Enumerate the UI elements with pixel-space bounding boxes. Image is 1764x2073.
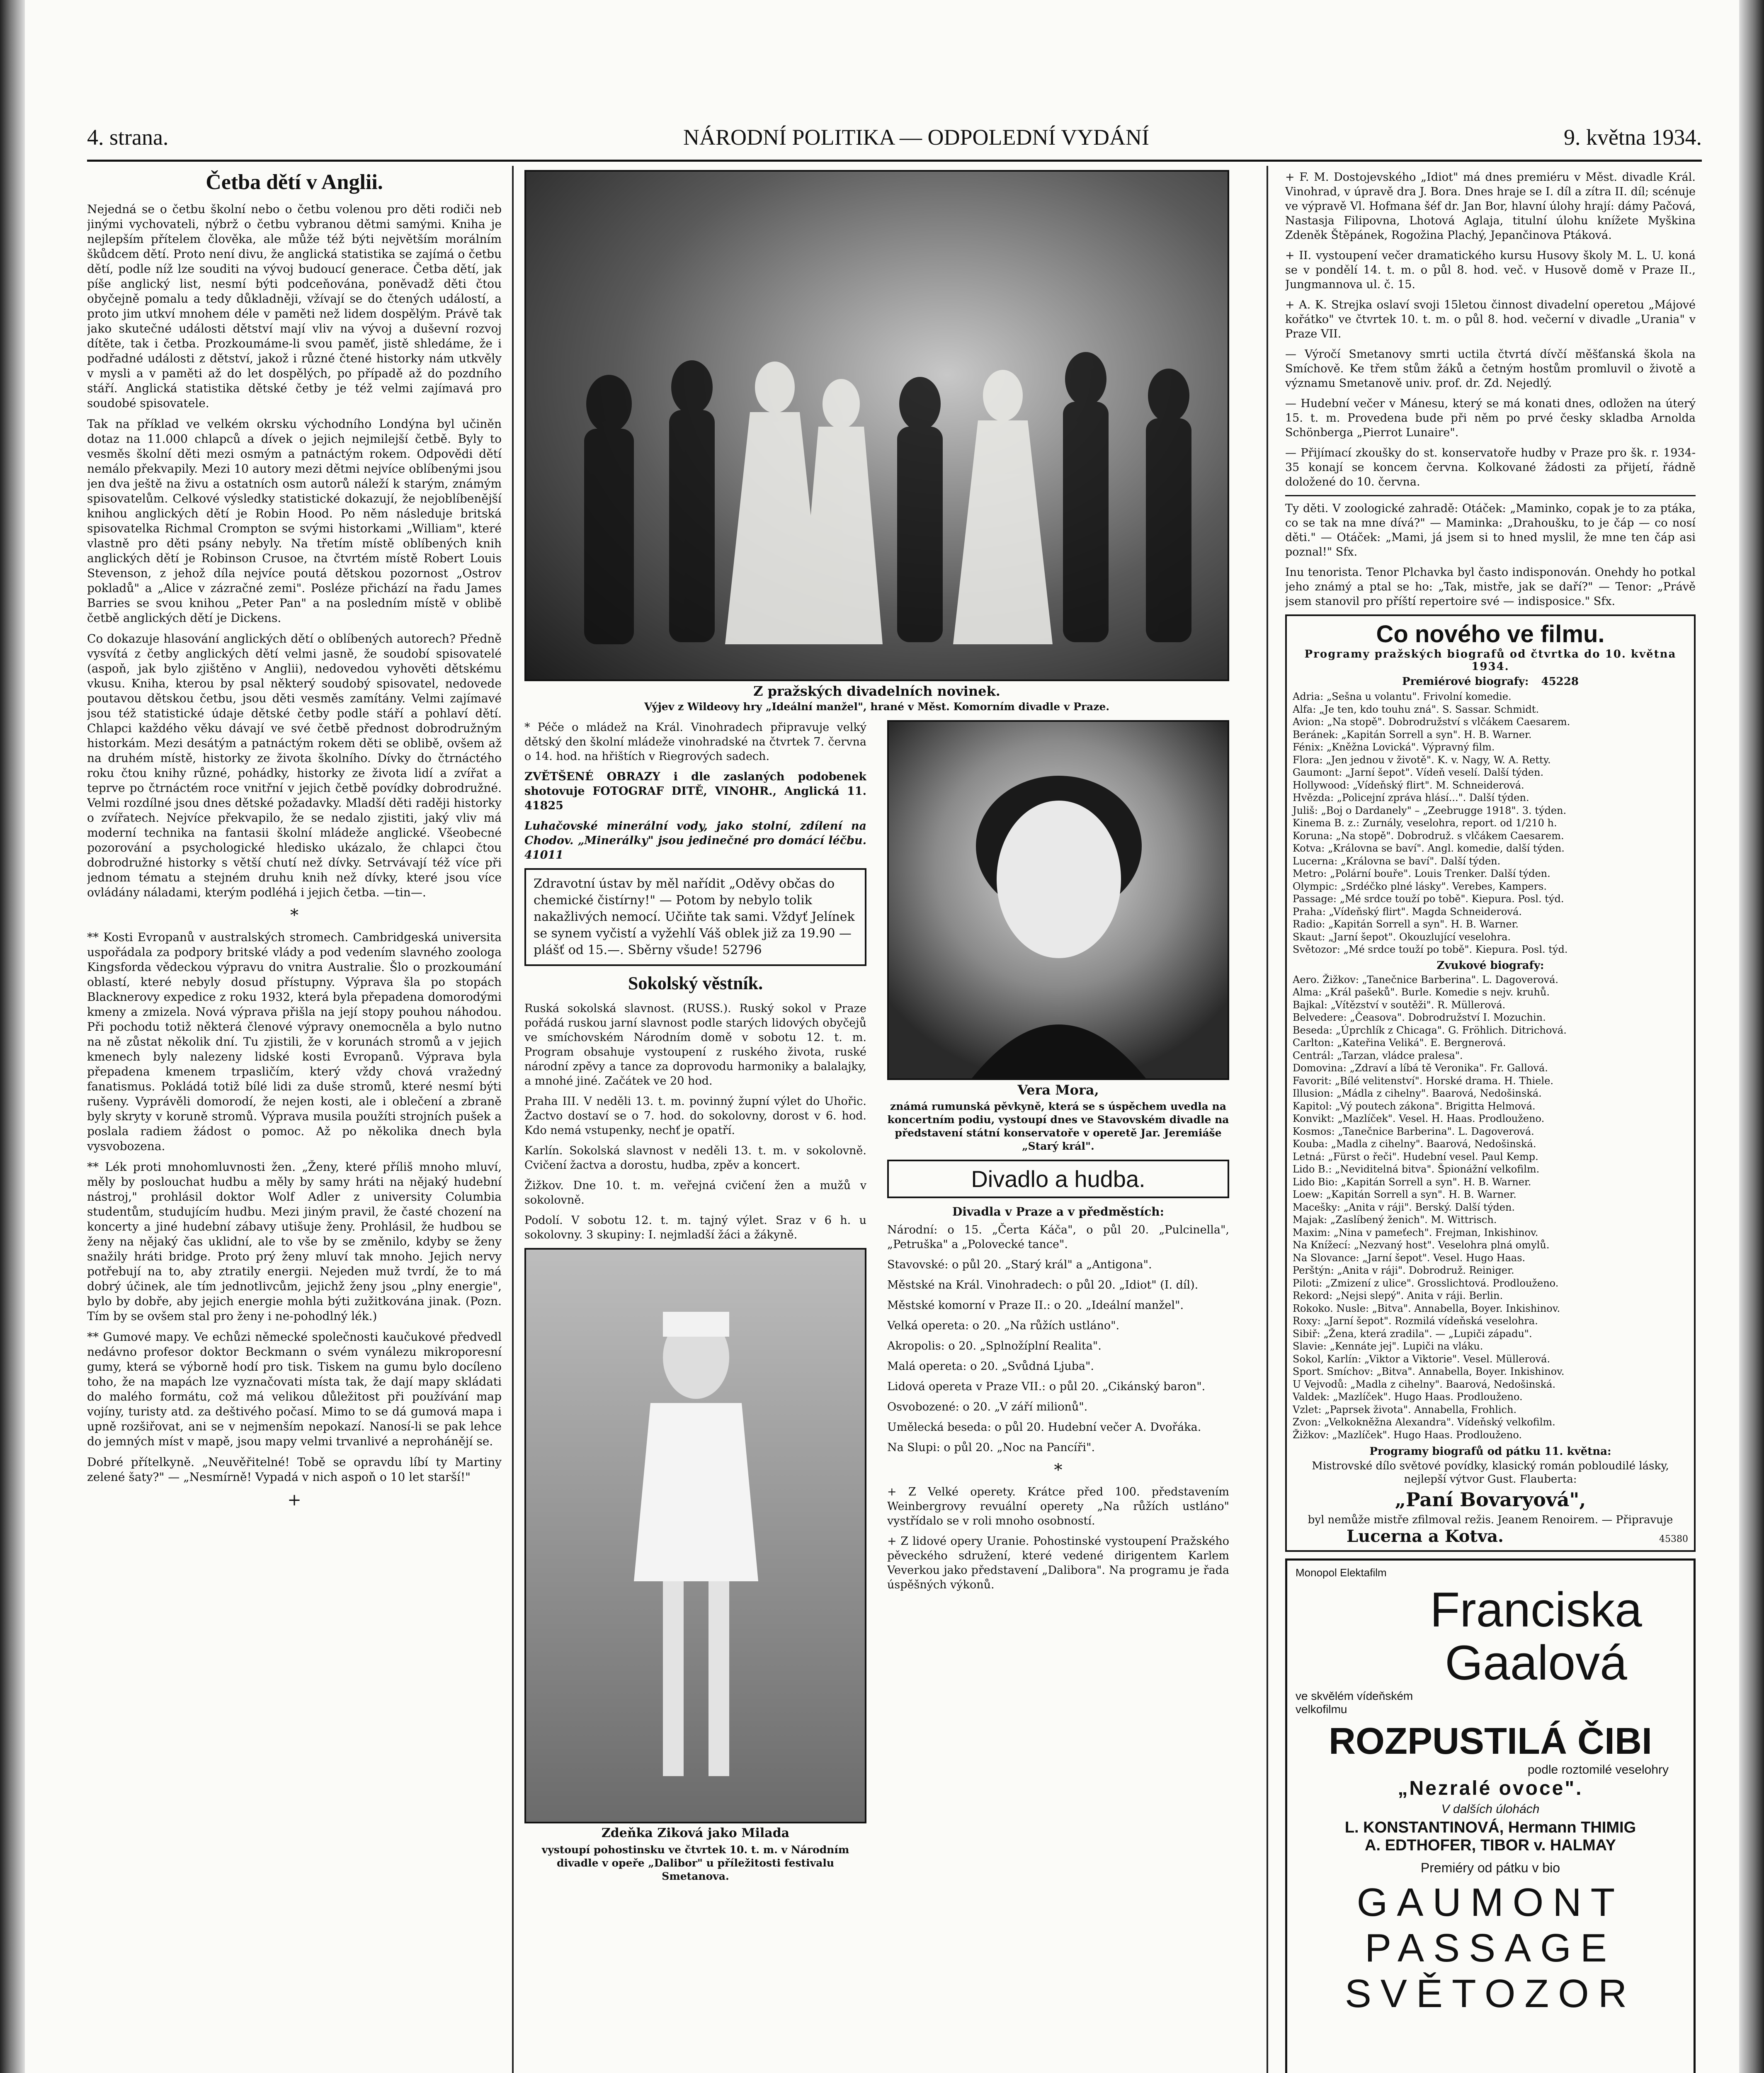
cinema-listing: Rokoko. Nusle: „Bitva". Annabella, Boyer. Inkishinov.	[1293, 1302, 1560, 1314]
cinema-listing: Bajkal: „Vítězství v soutěži". R. Müllerová.	[1293, 999, 1506, 1011]
ad-number: 45228	[1541, 675, 1579, 688]
ad-distributor: Monopol Elektafilm	[1296, 1566, 1387, 1579]
cinema-listing: Centrál: „Tarzan, vládce pralesa".	[1293, 1049, 1463, 1061]
column-divider	[512, 166, 514, 2073]
cinema-listing: Valdek: „Mazlíček". Hugo Haas. Prodlouženo.	[1293, 1391, 1523, 1403]
theatre-listing: Národní: o 15. „Čerta Káča", o půl 20. „Pulcinella", „Petruška" a „Polovecké tance".	[887, 1223, 1229, 1251]
ad-text: V dalších úlohách	[1441, 1802, 1540, 1816]
sign-off: +	[287, 1490, 301, 1510]
cinema-listing: Loew: „Kapitán Sorrell a syn". H. B. Warner.	[1293, 1189, 1517, 1200]
page-header	[87, 120, 1702, 158]
cinema-listing: Hollywood: „Vídeňský flirt". M. Schneiderová.	[1293, 779, 1524, 791]
cinema-listing: Metro: „Polární bouře". Louis Trenker. Další týden.	[1293, 868, 1550, 879]
cinema-listing: Favorit: „Bílé velitenství". Horské drama. H. Thiele.	[1293, 1075, 1554, 1087]
cinema-listing: Passage: „Mé srdce touží po tobě". Kiepura. Posl. týd.	[1293, 893, 1564, 905]
section-title: Sokolský věstník.	[628, 973, 763, 993]
cleaning-ad: Zdravotní ústav by měl nařídit „Oděvy občas do chemické čistírny!" — Potom by nebylo tolik nakažlivých nemocí. Učiňte tak sami. Vždyť Jelínek se synem vyčistí a vyžehlí Váš oblek již za 19.90 — plášť od 15.—. Sběrny všude! 52796	[524, 868, 866, 966]
separator-star: *	[290, 906, 298, 925]
ad-text: ve skvělém vídeňském velkofilmu	[1296, 1689, 1413, 1716]
article-paragraph: ** Lék proti mnohomluvnosti žen. „Ženy, které příliš mnoho mluví, měly by poslouchat hudbu a měly by samy hráti na nějaký hudební nástroj," prohlásil doktor Wolf Adler z university Columbia studentům, studujícím hudbu. Mezi jiným pravil, že časté chození na koncerty a jiné hudební zábavy utišuje ženy. Prohlásil, že hudbou se ženy na nějaký čas uklidní, ale to vše by se změnilo, kdyby se ženy snažily hráti bridge. Proto prý ženy mluví tak mnoho. Jejich nervy potřebují na to, aby ztratily energii. Nejeden muž tvrdí, že to má dobrý účinek, ale tím jednotlivcům, jejichž ženy jsou „plny energie", bylo by dobře, aby jejich energie mohla býti zužitkována jinak. (Pozn. Tím by se ovšem stal pro ženy i ne-pohodlný lék.)	[87, 1160, 502, 1323]
cinema-listing: Illusion: „Mádla z cihelny". Baarová, Nedošinská.	[1293, 1087, 1542, 1099]
joke: Inu tenorista. Tenor Plchavka byl často indisponován. Onehdy ho potkal jeho známý a ptal se ho: „Tak, mistře, jak se daří?" — Tenor: „Právě jsem stanovil pro příští repertoire své — indisposice." Sfx.	[1285, 566, 1696, 608]
cinema-listing: Roxy: „Jarní šepot". Rozmilá vídeňská veselohra.	[1293, 1315, 1538, 1327]
section-title: Co nového ve filmu.	[1376, 621, 1605, 648]
cinema-listing: Kouba: „Madla z cihelny". Baarová, Nedošinská.	[1293, 1138, 1536, 1150]
article-paragraph: Dobré přítelkyně. „Neuvěřitelné! Tobě se opravdu líbí ty Martiny zelené šaty?" — „Nesmírně! Vypadá v nich aspoň o 10 let starší!"	[87, 1455, 502, 1484]
column-left	[87, 170, 502, 2073]
cinema-listing: Alfa: „Je ten, kdo touhu zná". S. Sassar. Schmidt.	[1293, 703, 1539, 715]
cinema-listing: Kotva: „Královna se baví". Angl. komedie, další týden.	[1293, 842, 1565, 854]
header-rule	[87, 160, 1702, 162]
page-number: 4. strana.	[87, 125, 169, 150]
page-date: 9. května 1934.	[1564, 125, 1702, 150]
cinema-listing: Sibiř: „Žena, která zradila". — „Lupiči západu".	[1293, 1328, 1532, 1340]
theatre-listing: Osvobozené: o 20. „V září milionů".	[887, 1401, 1088, 1413]
article-title: Četba dětí v Anglii.	[206, 170, 383, 194]
culture-note: — Výročí Smetanovy smrti uctila čtvrtá dívčí měšťanská škola na Smíchově. Ke třem stům žáků a četným hostům promluvil o životě a významu Smetanově univ. prof. dr. Zd. Nejedlý.	[1285, 348, 1696, 390]
list-heading: Premiérové biografy:	[1402, 675, 1529, 688]
cinema-listing: Fénix: „Kněžna Lovická". Výpravný film.	[1293, 741, 1495, 753]
photo-caption-title: Zdeňka Ziková jako Milada	[601, 1826, 790, 1840]
cinema-listing: Majak: „Zaslíbený ženich". M. Wittrisch.	[1293, 1214, 1497, 1226]
cinema-listing: Kosmos: „Tanečnice Barberina". L. Dagoverová.	[1293, 1125, 1534, 1137]
column-right	[1285, 170, 1696, 2073]
cinema-listing: Olympic: „Srdéčko plné lásky". Verebes, Kampers.	[1293, 880, 1547, 892]
separator-star: *	[1054, 1461, 1063, 1480]
article-paragraph: ** Gumové mapy. Ve echůzi německé společnosti kaučukové předvedl nedávno profesor doktor Beckmann o svém vynálezu mikroporesní gumy, která se výborně hodí pro tisk. Tiskem na gumu bylo docíleno toho, že na mapách lze vyznačovati místa tak, že dají mapy skládati do malého formátu, což má velikou důležitost při používání map vojíny, turisty atd. za deštivého počasí. Mimo to se dá gumová mapa i upně rozšiřovat, ani se v nejmenším nepokazí. Nanosí-li se pak lehce do jemných míst v mapě, jsou mapy velmi trvanlivé a neprohánějí se.	[87, 1330, 502, 1448]
article-paragraph: Tak na příklad ve velkém okrsku východního Londýna byl učiněn dotaz na 11.000 chlapců a dívek o jejich nejmilejší četbě. Byly to vesměs školní děti mezi osmým a patnáctým rokem. Odpovědi dětí nemálo překvapily. Mezi 10 autory mezi dětmi nejvíce oblíbenými jsou jen dva ještě na živu a ostatních osm autorů náleží k starým, známým spisovatelům. Celkové výsledky statistické dokazují, že nejoblíbenější knihou anglických dětí je Robin Hood. Po něm následuje britská spisovatelka Richmal Crompton se svými historkami „William", které vlastně pro děti psány nebyly. Na třetím místě oblíbených knih anglických dětí je Robinson Crusoe, na čtvrtém místě Robert Louis Stevenson, z jehož díla nejvíce poutá dětskou pozornost „Ostrov pokladů" a „Alice v zázračné zemi". Posléze přichází na řadu James Barries se svou knihou „Peter Pan" a na posledním místě v oblibě četbě anglických dětí je Dickens.	[87, 417, 502, 625]
theatre-listing: Stavovské: o půl 20. „Starý král" a „Antigona".	[887, 1258, 1152, 1271]
ad-film-title: ROZPUSTILÁ ČIBI	[1329, 1721, 1652, 1762]
joke: Ty děti. V zoologické zahradě: Otáček: „Maminko, copak je to za ptáka, co se tak na mne dívá?" — Maminka: „Drahoušku, to je čáp — co nosí děti." — Otáček: „Mami, já jsem si to hned myslil, že mne ten čáp asi poznal!" Sfx.	[1285, 502, 1696, 558]
cinema-listing: Na Slovance: „Jarní šepot". Vesel. Hugo Haas.	[1293, 1252, 1526, 1264]
theatre-listing: Na Slupi: o půl 20. „Noc na Pancíři".	[887, 1441, 1095, 1454]
middle-subcolumn-right	[887, 720, 1229, 1890]
culture-note: + F. M. Dostojevského „Idiot" má dnes premiéru v Měst. divadle Král. Vinohrad, v úpravě dra J. Bora. Dnes hraje se I. díl a zítra II. díl; scénuje ve výpravě Vl. Hofmana šéf dr. Jan Bor, hlavní úlohy hrají: dámy Pačová, Nastasja Filipovna, Lhotová Aglaja, titulní úlohu knížete Myškina Zdeněk Štěpánek, Rogožina Plachý, Jepančinova Ptáková.	[1285, 171, 1696, 242]
film-promo-text: Mistrovské dílo světové povídky, klasický román pobloudilé lásky, nejlepší výtvor Gust. Flauberta:	[1312, 1460, 1669, 1486]
sokol-item: Žižkov. Dne 10. t. m. veřejná cvičení žen a mužů v sokolovně.	[524, 1179, 866, 1206]
column-middle	[524, 170, 1229, 2073]
sokol-item: Podolí. V sobotu 12. t. m. tajný výlet. Sraz v 6 h. u sokolovny. 3 skupiny: I. nejmladší žáci a žákyně.	[524, 1214, 866, 1241]
ad-cast: L. KONSTANTINOVÁ, Hermann THIMIG	[1344, 1819, 1636, 1836]
photo-caption: vystoupí pohostinsku ve čtvrtek 10. t. m. v Národním divadle v opeře „Dalibor" u příležitosti festivalu Smetanova.	[541, 1844, 849, 1882]
section-title: Divadlo a hudba.	[971, 1166, 1145, 1192]
theatre-listing: Malá opereta: o 20. „Svůdná Ljuba".	[887, 1360, 1094, 1373]
masthead: NÁRODNÍ POLITIKA — ODPOLEDNÍ VYDÁNÍ	[683, 125, 1149, 150]
sokol-item: Karlín. Sokolská slavnost v neděli 13. t. m. v sokolovně. Cvičení žactva a dorostu, hudba, zpěv a koncert.	[524, 1144, 866, 1172]
theatre-listing: Lidová opereta v Praze VII.: o půl 20. „Cikánský baron".	[887, 1380, 1206, 1393]
theatre-listing: Městské komorní v Praze II.: o 20. „Ideální manžel".	[887, 1299, 1184, 1312]
middle-subcolumn-left	[524, 720, 866, 1890]
cinema-listing: Beseda: „Úprchlík z Chicaga". G. Fröhlich. Ditrichová.	[1293, 1024, 1567, 1036]
article-paragraph: Nejedná se o četbu školní nebo o četbu volenou pro děti rodiči neb jinými vychovateli, nýbrž o četbu vybranou dětmi samými. Kniha je nejlepším přítelem člověka, ale může též býti největším morálním škůdcem dětí. Proto není divu, že anglická statistika se zajímá o četbu dětí, podle níž lze souditi na vývoj budoucí generace. Četba dětí, jak píše anglický list, nesmí býti podceňována, poněvadž děti čtou obyčejně pomalu a tedy důkladněji, vžívají se do čtených událostí, a proto jim utkví mnohem déle v paměti než lidem dospělým. Právě tak jako skutečné události dětství mají vliv na vývoj a duševní rozvoj dítěte, tak i četba. Prozkoumáme-li svou paměť, jistě shledáme, že i podřadné události z dětství, jakož i různé čtené historky nám utkvěly v mysli a v paměti až do let dospělých, po případě až do pozdního stáří. Anglická statistika dětské četby je též velmi zajímavá pro soudobé spisovatele.	[87, 202, 502, 410]
cinema-listing: Letná: „Fürst o řeči". Hudební vesel. Paul Kemp.	[1293, 1151, 1538, 1163]
cinema-listing: Piloti: „Zmizení z ulice". Grosslichtová. Prodlouženo.	[1293, 1277, 1559, 1289]
notice-ad: Luhačovské minerální vody, jako stolní, zdílení na Chodov. „Minerálky" jsou jedinečné pro domácí léčbu. 41011	[524, 820, 866, 862]
cinema-listing: Alma: „Král pašeků". Burle. Komedie s nejv. kruhů.	[1293, 986, 1550, 998]
cinema-listing: Perštýn: „Anita v ráji". Dobrodruž. Reiniger.	[1293, 1265, 1514, 1276]
scan-edge-right	[1739, 0, 1764, 2073]
cinema-listing: Domovina: „Zdraví a líbá tě Veronika". Fr. Gallová.	[1293, 1062, 1548, 1074]
ad-cinema: GAUMONT	[1356, 1880, 1624, 1925]
theatre-note: + Z Velké operety. Krátce před 100. představením Weinbergrovy revuální operety „Na růžích ustláno" vystřídalo se v roli mnoho osobností.	[887, 1486, 1229, 1527]
section-subtitle: Programy pražských biografů od čtvrtka do 10. května 1934.	[1304, 648, 1677, 673]
theatre-box-title	[887, 1160, 1229, 1198]
culture-note: — Přijímací zkoušky do st. konservatoře hudby v Praze pro šk. r. 1934-35 konají se koncem června. Kolkované žádosti za přijetí, řádně doložené do 10. června.	[1285, 447, 1696, 488]
cinema-listing: Konvikt: „Mazlíček". Vesel. H. Haas. Prodlouženo.	[1293, 1113, 1545, 1124]
cinema-listing: Beránek: „Kapitán Sorrell a syn". H. B. Warner.	[1293, 728, 1532, 740]
cinema-listing: Zvon: „Velkokněžna Alexandra". Vídeňský velkofilm.	[1293, 1416, 1555, 1428]
cinema-listing: U Vejvodů: „Madla z cihelny". Baarová, Nedošinská.	[1293, 1378, 1556, 1390]
cinema-listing: Lido Bio: „Kapitán Sorrell a syn". H. B. Warner.	[1293, 1176, 1531, 1188]
cinema-listing: Vzlet: „Paprsek života". Annabella, Frohlich.	[1293, 1403, 1517, 1415]
theatre-listing: Umělecká beseda: o půl 20. Hudební večer A. Dvořáka.	[887, 1421, 1201, 1434]
photo-caption-title: Z pražských divadelních novinek.	[753, 683, 1000, 699]
culture-note: + A. K. Strejka oslaví svoji 15letou činnost divadelní operetou „Májové kořátko" ve čtvrtek 10. t. m. o půl 8. hod. večerní v divadle „Urania" v Praze VII.	[1285, 299, 1696, 340]
culture-note: + II. vystoupení večer dramatického kursu Husovy školy M. L. U. koná se v pondělí 14. t. m. o půl 8. hod. več. v Husově domě v Praze II., Jungmannova ul. č. 15.	[1285, 249, 1696, 291]
cinema-listing: Světozor: „Mé srdce touží po tobě". Kiepura. Posl. týd.	[1293, 944, 1568, 955]
film-promo-text: byl nemůže mistře zfilmoval režis. Jeanem Renoirem. — Připravuje	[1308, 1514, 1673, 1526]
sokol-item: Ruská sokolská slavnost. (RUSS.). Ruský sokol v Praze pořádá ruskou jarní slavnost podle starých lidových obyčejů ve smíchovském Národním domě v sobotu 12. t. m. Program obsahuje vystoupení z ruského života, ruské národní zpěvy a tance za doprovodu harmoniky a balalajky, a mnohé jiné. Začátek ve 20 hod.	[524, 1002, 866, 1087]
sokol-item: Praha III. V neděli 13. t. m. povinný župní výlet do Uhořic. Žactvo dostaví se o 7. hod. do sokolovny, dorost v 6. hod. Kdo nemá vstupenky, nechť je opatří.	[524, 1095, 866, 1137]
theatre-listing: Městské na Král. Vinohradech: o půl 20. „Idiot" (I. díl).	[887, 1279, 1199, 1291]
ad-cinema: PASSAGE	[1365, 1926, 1616, 1970]
premiere-cinema-list	[1293, 690, 1688, 956]
zikova-photo	[524, 1248, 866, 1823]
cinema-listing: Belvedere: „Čeasova". Dobrodružství I. Mozuchin.	[1293, 1012, 1546, 1023]
cinema-listing: Juliš: „Boj o Dardanely" – „Zeebrugge 1918". 3. týden.	[1293, 804, 1567, 816]
cinema-listing: Aero. Žižkov: „Tanečnice Barberina". L. Dagoverová.	[1293, 973, 1559, 986]
cinema-listing: Na Knížecí: „Nezvaný host". Veselohra plná omylů.	[1293, 1239, 1550, 1251]
ad-text: Premiéry od pátku v bio	[1420, 1860, 1560, 1875]
article-paragraph: ** Kosti Evropanů v australských stromech. Cambridgeská universita uspořádala za podpory britské vlády a pod vedením slavného zoologa Kingsforda vědeckou výpravu do vnitra Australie. Šlo o prozkoumání oblastí, které nebyly dosud přístupny. Výprava šla po stopách Blacknerovy expedice z roku 1932, která byla přepadena domorodými kmeny a zmizela. Nová výprava přišla na její stopy pouhou náhodou. Při pochodu totiž některá členové výpravy onemocněla a bylo nutno na ně zůstat několik dní. Tu zjistili, že v korunách stromů a v jejich kmenech byly nalezeny lidské kosti Evropanů. Výprava byla přepadena kmenem trpasličím, který vždy chová vražedný fanatismus. Pokládá totiž bílé lidi za duše stromů, které nesmí býti rušeny. Vyprávěli domorodí, že nejen kosti, ale i oblečení a zbraně byly skryty v koruně stromů. Výprava musila použíti strojních pušek a poslala radiem žádost o pomoc. Až po několika dnech byla vysvobozena.	[87, 930, 502, 1153]
film-programs-box	[1285, 614, 1696, 1552]
ad-cinema: SVĚTOZOR	[1344, 1971, 1636, 2016]
cinema-listing: Gaumont: „Jarní šepot". Vídeň veselí. Další týden.	[1293, 767, 1544, 778]
cinema-listing: Rekord: „Nejsi slepý". Anita v ráji. Berlin.	[1293, 1290, 1503, 1301]
photo-caption: Výjev z Wildeovy hry „Ideální manžel", hrané v Měst. Komorním divadle v Praze.	[644, 701, 1110, 713]
divider	[1285, 495, 1696, 496]
cinema-listing: Žižkov: „Mazlíček". Hugo Haas. Prodlouženo.	[1293, 1429, 1522, 1441]
list-heading: Programy biografů od pátku 11. května:	[1369, 1445, 1611, 1458]
list-heading: Zvukové biografy:	[1436, 959, 1544, 972]
cinema-listing: Radio: „Kapitán Sorrell a syn". H. B. Warner.	[1293, 918, 1519, 930]
cinema-listing: Carlton: „Kateřina Veliká". E. Bergnerová.	[1293, 1037, 1506, 1049]
cinema-listing: Adria: „Sešna u volantu". Frivolní komedie.	[1293, 691, 1512, 702]
cinema-names: Lucerna a Kotva.	[1347, 1527, 1504, 1546]
film-title: „Paní Bovaryová",	[1395, 1488, 1586, 1511]
theatre-scene-photo	[524, 170, 1229, 681]
cinema-listing: Avion: „Na stopě". Dobrodružství s vlčákem Caesarem.	[1293, 716, 1570, 728]
cinema-listing: Skaut: „Jarní šepot". Okouzlující veselohra.	[1293, 931, 1511, 943]
theatre-listing: Akropolis: o 20. „Splnožíplní Realita".	[887, 1340, 1102, 1352]
ad-number: 45380	[1659, 1534, 1688, 1544]
theatre-note: + Z lidové opery Uranie. Pohostinské vystoupení Pražského pěveckého sdružení, které vedené dirigentem Karlem Veverkou jako představení „Dalibora". Na programu je řada úspěšných výkonů.	[887, 1535, 1229, 1591]
film-advertisement	[1285, 1558, 1696, 2073]
section-subtitle: Divadla v Praze a v předměstích:	[952, 1205, 1164, 1219]
photo-caption: známá rumunská pěvkyně, která se s úspěchem uvedla na koncertním podiu, vystoupí dnes ve Stavovském divadle na představení státní konservatoře v operetě Jar. Jeremiáše „Starý král".	[887, 1100, 1229, 1152]
cinema-listing: Kapitol: „Vý poutech zákona". Brigitta Helmová.	[1293, 1100, 1536, 1112]
ad-text: podle roztomilé veselohry	[1527, 1763, 1669, 1777]
cinema-listing: Lido B.: „Neviditelná bitva". Špionážní velkofilm.	[1293, 1163, 1540, 1175]
theatre-listing: Velká opereta: o 20. „Na růžích ustláno".	[887, 1319, 1120, 1332]
scan-edge-left	[0, 0, 25, 2073]
notice: * Péče o mládež na Král. Vinohradech připravuje velký dětský den školní mládeže vinohradské na čtvrtek 7. června o 14. hod. na hřištích v Riegrových sadech.	[524, 721, 866, 763]
cinema-listing: Flora: „Jen jednou v životě". K. v. Nagy, W. A. Retty.	[1293, 754, 1551, 766]
cinema-listing: Sport. Smíchov: „Bitva". Annabella, Boyer. Inkishinov.	[1293, 1366, 1565, 1377]
article-paragraph: Co dokazuje hlasování anglických dětí o oblíbených autorech? Předně vysvítá z četby anglických dětí velmi jasně, že soudobí spisovatelé (aspoň, jak bylo zjištěno v Anglii), nedovedou vyhověti dětskému vkusu. Kniha, kterou by psal některý soudobý spisovatel, nedovede poutavou dětskou četbu, jsou děti vesměs zamítány. Velmi zajímavé jsou též statistické údaje dětské četby podle stáří a pohlaví dětí. Chlapci každého věku dávají ve své četbě přednost dobrodružným historkám. Mezi desátým a patnáctým rokem děti se oblibě, ovšem až na druhém místě, historky ze života školního. Dívky do čtrnáctého roku čtou knihy různé, pohádky, historky ze života lidí a zvířat a teprve po čtrnáctém roce vnitřní v jejich četbě povídky dobrodružné. Velmi rozdílné jsou dnes dětské požadavky. Mladší děti raději historky o zvířatech. Nejvíce překvapilo, že se nedalo zjistiti, jaký vliv má moderní technika na fantasii školní mládeže anglické. Všeobecné pozorování a psychologické hledisko ukázalo, že chlapci čtou dobrodružné historky s větší chutí než dívky. Setrvávají též více při jednom tématu a stejném druhu knih než dívky, které jsou více ovládány náladami, kterým podléhá i jejich četba. —tin—.	[87, 632, 502, 899]
ad-star-name: Franciska Gaalová	[1430, 1583, 1642, 1690]
newspaper-page	[8, 0, 1756, 2073]
ad-cast: A. EDTHOFER, TIBOR v. HALMAY	[1365, 1837, 1616, 1854]
ad-play-title: „Nezralé ovoce".	[1398, 1777, 1583, 1799]
notice-ad: ZVĚTŠENÉ OBRAZY i dle zaslaných podobenek shotovuje FOTOGRAF DITĚ, VINOHR., Anglická 11. 41825	[524, 770, 866, 812]
cinema-listing: Slavie: „Kennáte jej". Lupiči na vláku.	[1293, 1340, 1483, 1352]
photo-caption-title: Vera Mora,	[1017, 1082, 1099, 1098]
cinema-listing: Praha: „Vídeňský flirt". Magda Schneiderová.	[1293, 905, 1522, 918]
cinema-listing: Sokol, Karlín: „Viktor a Viktorie". Vesel. Müllerová.	[1293, 1353, 1550, 1365]
cinema-listing: Maxim: „Nina v pameťech". Frejman, Inkishinov.	[1293, 1226, 1538, 1238]
sound-cinema-list	[1293, 973, 1688, 1442]
vera-mora-portrait	[887, 720, 1229, 1080]
cinema-listing: Hvězda: „Policejní zpráva hlásí...". Další týden.	[1293, 792, 1529, 803]
cinema-listing: Macešky: „Anita v ráji". Berský. Další týden.	[1293, 1201, 1515, 1213]
cinema-listing: Koruna: „Na stopě". Dobrodruž. s vlčákem Caesarem.	[1293, 830, 1564, 842]
column-divider	[1267, 166, 1268, 2073]
cinema-listing: Kinema B. z.: Zurnály, veselohra, report. od 1/210 h.	[1293, 817, 1557, 829]
cinema-listing: Lucerna: „Královna se baví". Další týden.	[1293, 855, 1501, 867]
culture-note: — Hudební večer v Mánesu, který se má konati dnes, odložen na úterý 15. t. m. Provedena bude při něm po prvé česky skladba Arnolda Schönberga „Pierrot Lunaire".	[1285, 397, 1696, 439]
